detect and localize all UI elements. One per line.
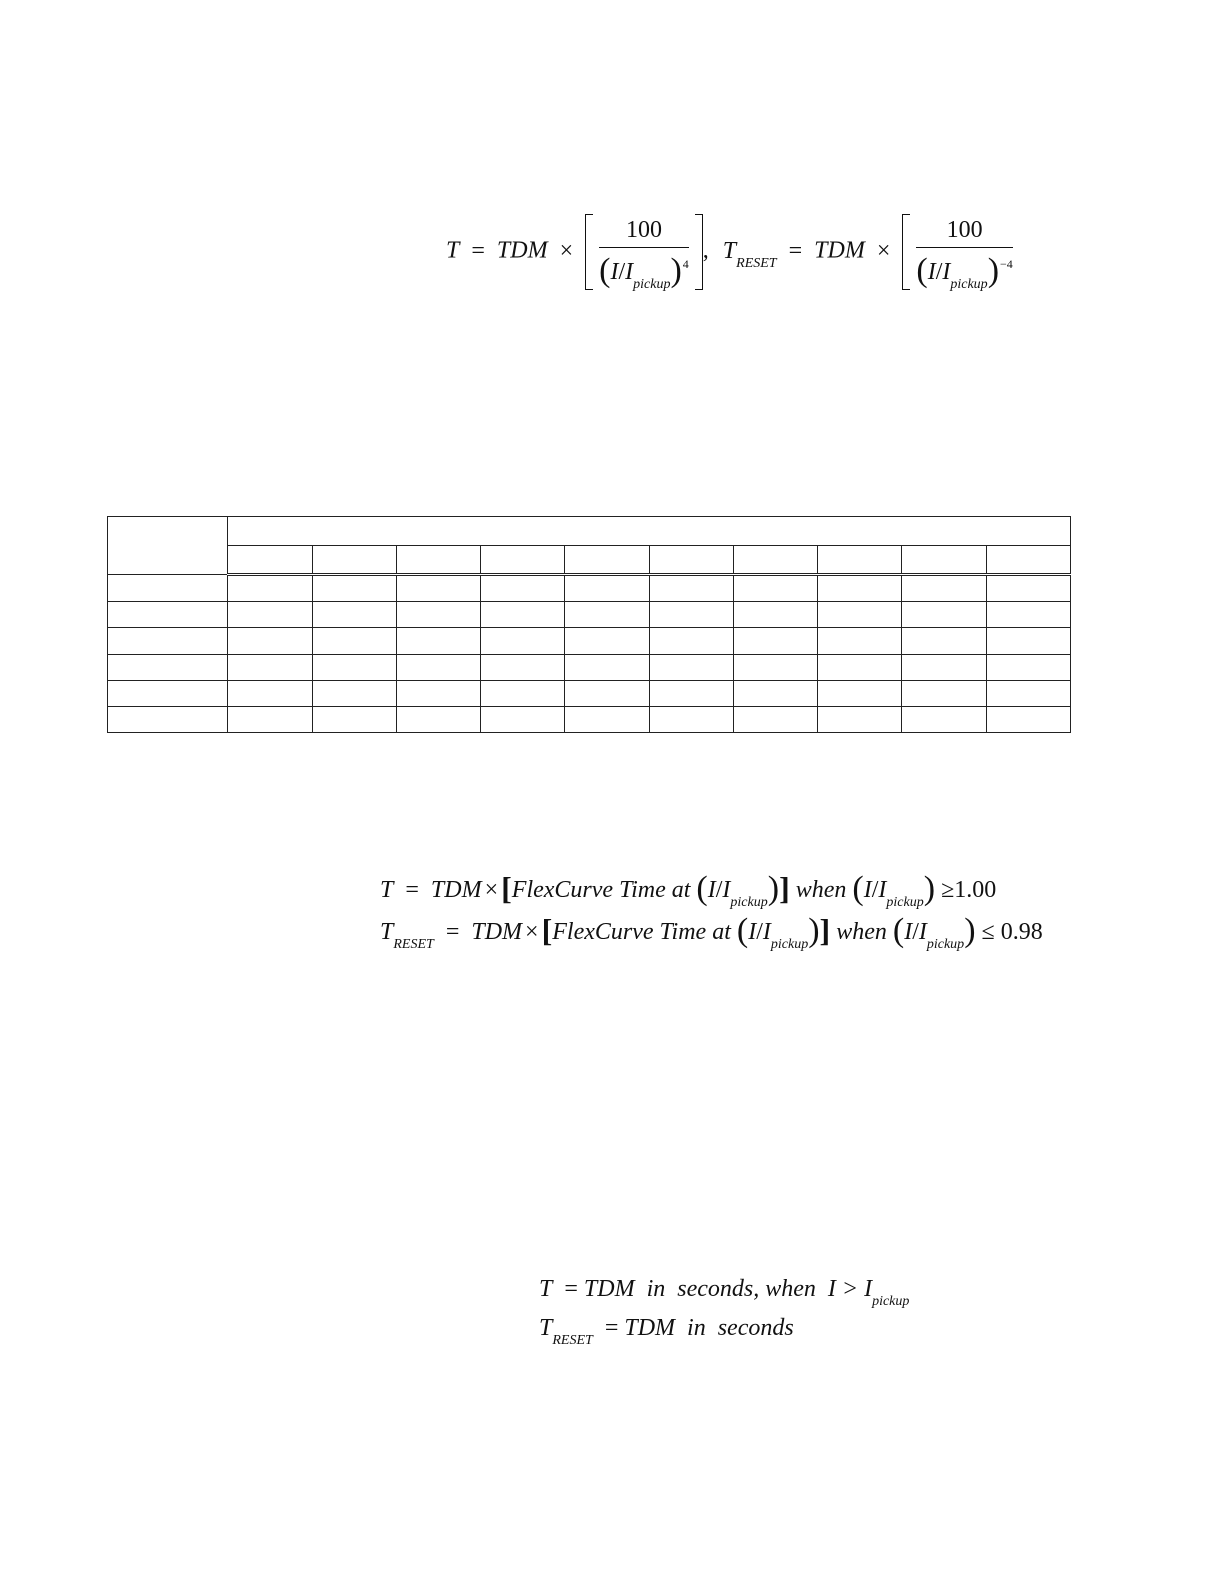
table-cell: [818, 575, 902, 602]
table-column-header: [565, 546, 649, 575]
eq3-expression: TDM in seconds, when I > I: [583, 1276, 873, 1302]
eq1-I2: I: [625, 258, 634, 285]
eq3-T: T: [539, 1276, 553, 1302]
table-cell: [733, 602, 817, 628]
table-row: [108, 654, 1071, 680]
eq1-equals-2: =: [788, 237, 803, 264]
eq2b-TDM: TDM: [471, 919, 523, 945]
table-cell: [481, 706, 565, 732]
eq2-slash: /: [715, 877, 723, 903]
table-column-header: [986, 546, 1070, 575]
eq3b-equals: =: [604, 1315, 619, 1341]
table-cell: [396, 628, 480, 654]
eq2-compare: ≥: [941, 877, 955, 903]
equation-definite-time-reset: [539, 1315, 794, 1348]
table-cell: [986, 628, 1070, 654]
eq2-I4: I: [878, 877, 887, 903]
eq2b-I2: I: [762, 919, 771, 945]
eq2b-reset-sub: RESET: [393, 937, 434, 952]
table-cell: [396, 575, 480, 602]
table-cell: [986, 706, 1070, 732]
table-column-header: [733, 546, 817, 575]
table-cell: [228, 602, 312, 628]
table-cell: [565, 680, 649, 706]
equation-inverse-curve: [446, 214, 1013, 290]
table-cell: [481, 602, 565, 628]
table-column-header: [396, 546, 480, 575]
table-cell: [649, 628, 733, 654]
table-column-header: [902, 546, 986, 575]
table-cell: [565, 602, 649, 628]
eq2b-value: 0.98: [1000, 919, 1043, 945]
table-cell: [565, 628, 649, 654]
table-row: [108, 706, 1071, 732]
eq1-slash-b: /: [935, 258, 943, 285]
eq2b-equals: =: [445, 919, 460, 945]
eq2-I2: I: [722, 877, 731, 903]
eq2b-slash-2: /: [912, 919, 919, 945]
table-cell: [396, 680, 480, 706]
eq1-equals: =: [471, 237, 485, 264]
eq2b-T: T: [380, 919, 394, 945]
eq1-fraction: [599, 216, 689, 292]
table-row: [108, 602, 1071, 628]
eq2b-I4: I: [918, 919, 927, 945]
eq3-equals: =: [564, 1276, 578, 1302]
eq2b-flexcurve-text: FlexCurve Time at: [552, 919, 731, 945]
table-cell: [818, 602, 902, 628]
table-cell: [565, 706, 649, 732]
table-cell: [902, 706, 986, 732]
table-cell: [108, 654, 228, 680]
eq1-I-b: I: [927, 258, 936, 285]
eq2-equals: =: [405, 877, 419, 903]
eq2b-pickup-sub-2: pickup: [926, 937, 965, 952]
table-row: [108, 628, 1071, 654]
eq2-value: 1.00: [954, 877, 997, 903]
table-cell: [733, 680, 817, 706]
table-cell: [396, 602, 480, 628]
table-row: [108, 575, 1071, 602]
table-cell: [902, 602, 986, 628]
table-group-header: [228, 517, 1071, 546]
eq1-comma: ,: [702, 237, 709, 264]
table-cell: [986, 654, 1070, 680]
eq1-pickup-sub: pickup: [633, 276, 671, 292]
table-cell: [649, 706, 733, 732]
table-cell: [481, 628, 565, 654]
table-cell: [108, 706, 228, 732]
table-cell: [986, 602, 1070, 628]
table-row-header-cell: [108, 517, 228, 575]
table-cell: [902, 575, 986, 602]
eq2-T: T: [380, 877, 394, 903]
eq2b-slash: /: [756, 919, 763, 945]
table-cell: [108, 575, 228, 602]
table-cell: [312, 706, 396, 732]
table-cell: [565, 654, 649, 680]
eq1-fraction-2: [916, 216, 1013, 292]
eq1-slash: /: [618, 258, 626, 285]
eq1-I: I: [610, 258, 619, 285]
table-column-header: [649, 546, 733, 575]
table-cell: [565, 575, 649, 602]
table-cell: [312, 602, 396, 628]
eq1-right-bracket: [695, 214, 703, 290]
eq1-I2-b: I: [942, 258, 951, 285]
eq1-left-bracket: [585, 214, 593, 290]
table-cell: [986, 575, 1070, 602]
table-cell: [902, 654, 986, 680]
eq2-I: I: [707, 877, 716, 903]
table-cell: [228, 628, 312, 654]
eq1-T-reset: T: [722, 237, 737, 264]
table-cell: [312, 575, 396, 602]
table-column-header: [228, 546, 312, 575]
eq1-pickup-sub-b: pickup: [950, 276, 988, 292]
eq2-when: when: [795, 877, 847, 903]
eq1-times-2: ×: [876, 237, 891, 264]
table-cell: [649, 654, 733, 680]
eq3b-T: T: [539, 1315, 553, 1341]
eq2-I3: I: [863, 877, 872, 903]
eq1-TDM: TDM: [496, 237, 548, 264]
table-cell: [649, 680, 733, 706]
table-cell: [312, 680, 396, 706]
eq1-exponent-2: −4: [1000, 256, 1013, 271]
eq1-T: T: [446, 237, 460, 264]
eq2b-times: ×: [525, 919, 539, 945]
table-cell: [396, 654, 480, 680]
eq2-times: ×: [484, 877, 499, 903]
equation-definite-time-trip: [539, 1276, 910, 1309]
table-cell: [818, 680, 902, 706]
eq3b-expression: TDM in seconds: [624, 1315, 794, 1341]
eq1-exponent: 4: [682, 256, 689, 271]
table-cell: [228, 654, 312, 680]
table-column-header: [481, 546, 565, 575]
table-cell: [649, 575, 733, 602]
table-cell: [228, 680, 312, 706]
eq1-denominator-2: $(I/I_{pickup})^{-4}$: [916, 251, 1013, 292]
eq2-pickup-sub: pickup: [730, 895, 768, 910]
eq1-left-bracket-2: [902, 214, 910, 290]
table-cell: [902, 628, 986, 654]
table-cell: [312, 628, 396, 654]
table-cell: [481, 680, 565, 706]
eq2-pickup-sub-2: pickup: [886, 895, 924, 910]
table-cell: [733, 575, 817, 602]
table-cell: [649, 602, 733, 628]
table-cell: [818, 706, 902, 732]
table-cell: [818, 628, 902, 654]
table-cell: [108, 680, 228, 706]
eq2-flexcurve-text: FlexCurve Time at: [511, 877, 691, 903]
eq1-numerator-2: 100: [916, 217, 1012, 248]
table-cell: [733, 706, 817, 732]
table-cell: [312, 654, 396, 680]
eq2b-I3: I: [904, 919, 913, 945]
table-cell: [108, 602, 228, 628]
eq2b-compare: ≤: [981, 919, 995, 945]
table-cell: [902, 680, 986, 706]
table-cell: [228, 706, 312, 732]
table-column-header: [818, 546, 902, 575]
table-cell: [108, 628, 228, 654]
table-column-header-row: [108, 546, 1071, 575]
equation-flexcurve-trip: T = TDM ×[FlexCurve Time at $(I/I_{pickup})$] when $(I/I_{pickup}) \ge 1.00$: [380, 870, 997, 910]
table-cell: [481, 654, 565, 680]
table-row: [108, 680, 1071, 706]
table-cell: [396, 706, 480, 732]
equation-flexcurve-reset: $T_{RESET}$ = TDM ×[FlexCurve Time at $(I/I_{pickup})$] when $(I/I_{pickup}) \le 0.98$: [380, 912, 1043, 952]
table-cell: [481, 575, 565, 602]
eq2-TDM: TDM: [430, 877, 482, 903]
table-cell: [733, 628, 817, 654]
table-cell: [818, 654, 902, 680]
eq2b-I: I: [748, 919, 757, 945]
eq1-TDM-2: TDM: [814, 237, 865, 264]
table-cell: [986, 680, 1070, 706]
eq3b-reset-sub: RESET: [552, 1333, 593, 1348]
table-cell: [733, 654, 817, 680]
eq1-times: ×: [559, 237, 574, 264]
table-cell: [228, 575, 312, 602]
eq1-denominator: $(I/I_{pickup})^4$: [599, 251, 689, 292]
data-table: [107, 516, 1071, 733]
table-column-header: [312, 546, 396, 575]
eq1-reset-sub: RESET: [736, 255, 777, 271]
eq1-numerator: 100: [599, 217, 689, 248]
eq2-slash-2: /: [871, 877, 879, 903]
eq2b-when: when: [836, 919, 887, 945]
eq2b-pickup-sub: pickup: [770, 937, 809, 952]
eq3-pickup-sub: pickup: [872, 1294, 910, 1309]
